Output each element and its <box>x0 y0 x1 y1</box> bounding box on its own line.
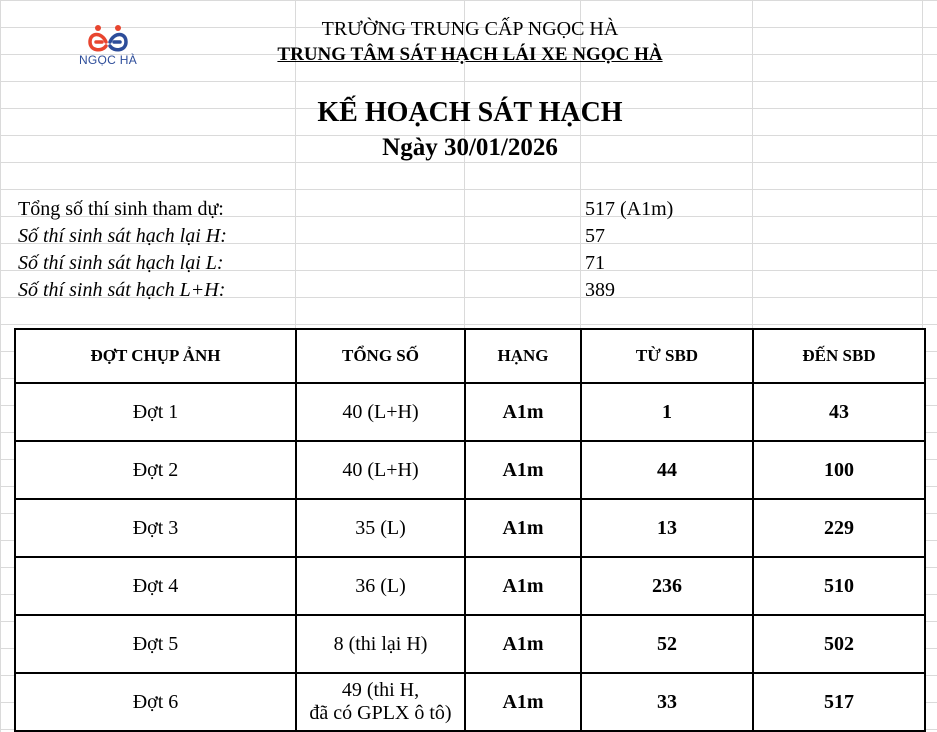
cell-tu-sbd: 52 <box>581 615 753 673</box>
cell-tong-so: 40 (L+H) <box>296 441 465 499</box>
school-name: TRƯỜNG TRUNG CẤP NGỌC HÀ <box>321 18 619 40</box>
cell-tu-sbd: 44 <box>581 441 753 499</box>
cell-hang: A1m <box>465 673 581 731</box>
table-row <box>15 615 925 673</box>
logo-text: NGỌC HÀ <box>78 53 138 67</box>
page-title: KẾ HOẠCH SÁT HẠCH <box>317 97 623 128</box>
cell-hang: A1m <box>465 499 581 557</box>
cell-dot: Đợt 3 <box>15 499 296 557</box>
table-row <box>15 499 925 557</box>
cell-dot: Đợt 5 <box>15 615 296 673</box>
cell-dot: Đợt 4 <box>15 557 296 615</box>
center-name: TRUNG TÂM SÁT HẠCH LÁI XE NGỌC HÀ <box>277 44 663 65</box>
table-row <box>15 673 925 731</box>
cell-tu-sbd: 1 <box>581 383 753 441</box>
cell-den-sbd: 510 <box>753 557 925 615</box>
cell-den-sbd: 502 <box>753 615 925 673</box>
stat-value-lh: 389 <box>585 279 615 301</box>
cell-den-sbd: 517 <box>753 673 925 731</box>
cell-tong-so-line2: đã có GPLX ô tô) <box>309 702 452 724</box>
cell-hang: A1m <box>465 615 581 673</box>
cell-tong-so: 40 (L+H) <box>296 383 465 441</box>
stat-label-retake-h: Số thí sinh sát hạch lại H: <box>18 225 227 247</box>
table-row <box>15 383 925 441</box>
cell-dot: Đợt 1 <box>15 383 296 441</box>
header-tu-sbd: TỪ SBD <box>581 329 753 383</box>
cell-tu-sbd: 13 <box>581 499 753 557</box>
cell-dot: Đợt 6 <box>15 673 296 731</box>
stat-label-retake-l: Số thí sinh sát hạch lại L: <box>18 252 224 274</box>
stat-value-total: 517 (A1m) <box>585 198 674 220</box>
stat-label-lh: Số thí sinh sát hạch L+H: <box>18 279 226 301</box>
cell-tong-so <box>296 673 465 731</box>
cell-tu-sbd: 33 <box>581 673 753 731</box>
cell-den-sbd: 229 <box>753 499 925 557</box>
exam-plan-table <box>14 328 926 732</box>
cell-tu-sbd: 236 <box>581 557 753 615</box>
header-den-sbd: ĐẾN SBD <box>753 329 925 383</box>
cell-tong-so: 36 (L) <box>296 557 465 615</box>
cell-tong-so: 35 (L) <box>296 499 465 557</box>
stat-value-retake-l: 71 <box>585 252 605 274</box>
cell-hang: A1m <box>465 383 581 441</box>
page-date: Ngày 30/01/2026 <box>382 134 558 161</box>
stat-value-retake-h: 57 <box>585 225 605 247</box>
cell-hang: A1m <box>465 557 581 615</box>
header-dot: ĐỢT CHỤP ẢNH <box>15 329 296 383</box>
stat-label-total: Tổng số thí sinh tham dự: <box>18 198 224 220</box>
cell-dot: Đợt 2 <box>15 441 296 499</box>
cell-tong-so: 8 (thi lại H) <box>296 615 465 673</box>
cell-den-sbd: 100 <box>753 441 925 499</box>
cell-hang: A1m <box>465 441 581 499</box>
cell-den-sbd: 43 <box>753 383 925 441</box>
header-hang: HẠNG <box>465 329 581 383</box>
header-tong-so: TỔNG SỐ <box>296 329 465 383</box>
table-row <box>15 441 925 499</box>
table-row <box>15 557 925 615</box>
cell-tong-so-line1: 49 (thi H, <box>341 679 420 701</box>
table-header-row <box>15 329 925 383</box>
